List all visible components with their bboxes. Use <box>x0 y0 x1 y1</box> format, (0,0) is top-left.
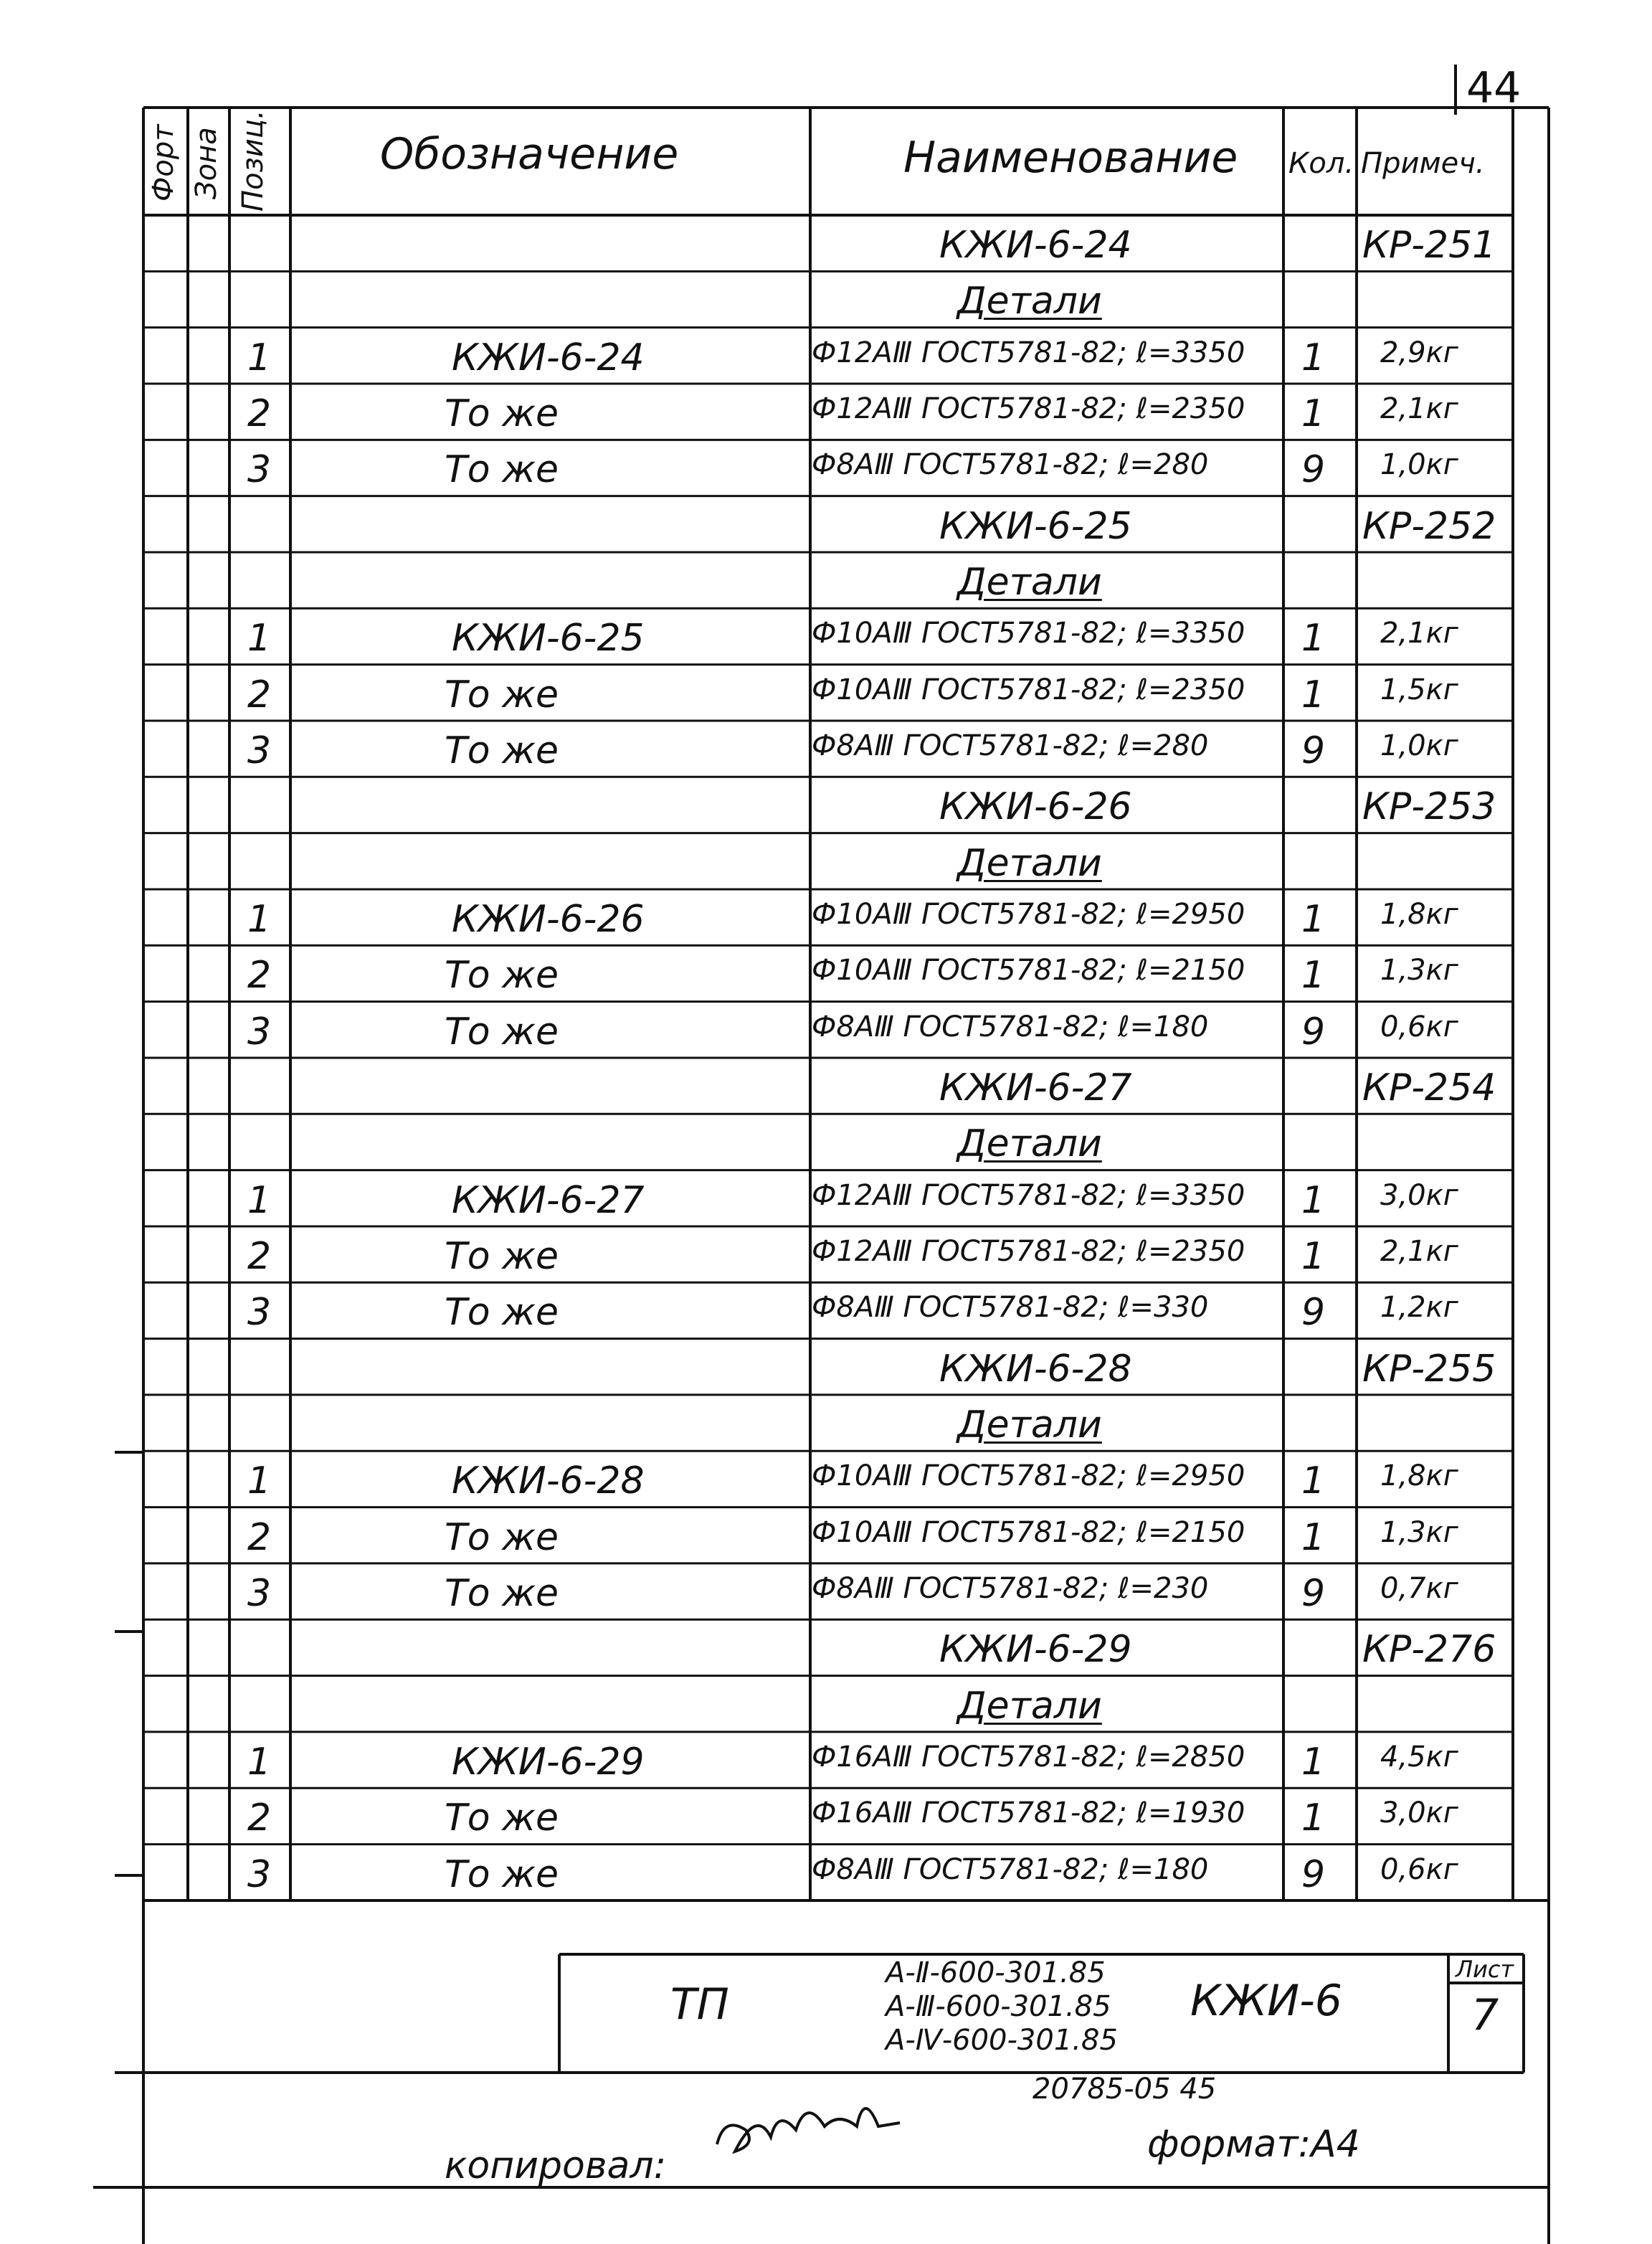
section-title: КЖИ-6-24 <box>939 224 1132 267</box>
row-qty: 1 <box>1301 1796 1326 1840</box>
row-name: Ф10АⅢ ГОСТ5781-82; ℓ=2950 <box>812 1459 1245 1493</box>
row-qty: 1 <box>1301 617 1326 661</box>
header-qty: Кол. <box>1288 147 1354 180</box>
row-name: Ф10АⅢ ГОСТ5781-82; ℓ=2150 <box>812 1515 1245 1549</box>
row-name: Ф12АⅢ ГОСТ5781-82; ℓ=3350 <box>812 1178 1245 1212</box>
row-qty: 1 <box>1301 336 1326 379</box>
row-designation: То же <box>445 729 559 772</box>
section-subtitle: Детали <box>957 280 1102 323</box>
row-name: Ф10АⅢ ГОСТ5781-82; ℓ=2950 <box>812 897 1245 931</box>
row-name: Ф8АⅢ ГОСТ5781-82; ℓ=280 <box>812 448 1209 482</box>
row-position: 1 <box>247 1459 272 1503</box>
row-note-drawing: КР-254 <box>1362 1066 1496 1109</box>
row-note-mass: 2,1кг <box>1380 617 1458 650</box>
row-note-mass: 1,3кг <box>1380 954 1458 988</box>
row-position: 2 <box>247 1234 272 1278</box>
row-position: 3 <box>247 1291 272 1335</box>
row-position: 3 <box>247 1571 272 1615</box>
section-subtitle: Детали <box>957 1122 1102 1166</box>
section-title: КЖИ-6-29 <box>939 1628 1132 1672</box>
section-subtitle: Детали <box>957 841 1102 885</box>
header-designation: Обозначение <box>380 129 679 179</box>
row-qty: 9 <box>1301 1010 1326 1054</box>
row-name: Ф8АⅢ ГОСТ5781-82; ℓ=230 <box>812 1571 1209 1605</box>
row-position: 1 <box>247 336 272 379</box>
sheet-number: 44 <box>1466 63 1522 113</box>
row-position: 1 <box>247 617 272 661</box>
signature-mark <box>717 2108 900 2151</box>
row-note-mass: 0,7кг <box>1380 1571 1458 1605</box>
row-name: Ф10АⅢ ГОСТ5781-82; ℓ=3350 <box>812 617 1245 650</box>
row-name: Ф8АⅢ ГОСТ5781-82; ℓ=280 <box>812 729 1209 762</box>
row-note-mass: 1,0кг <box>1380 729 1458 762</box>
row-designation: То же <box>445 1571 559 1615</box>
row-qty: 1 <box>1301 1515 1326 1559</box>
row-position: 2 <box>247 392 272 435</box>
row-note-drawing: КР-255 <box>1362 1347 1496 1391</box>
row-position: 2 <box>247 954 272 998</box>
row-name: Ф16АⅢ ГОСТ5781-82; ℓ=2850 <box>812 1740 1245 1774</box>
title-doc: КЖИ-6 <box>1190 1976 1342 2026</box>
row-note-mass: 1,0кг <box>1380 448 1458 482</box>
row-designation: То же <box>445 954 559 998</box>
row-note-drawing: КР-251 <box>1362 224 1496 267</box>
row-qty: 1 <box>1301 1740 1326 1784</box>
row-designation: То же <box>445 1010 559 1054</box>
row-note-mass: 3,0кг <box>1380 1796 1458 1830</box>
row-designation: То же <box>445 1852 559 1896</box>
row-qty: 1 <box>1301 673 1326 716</box>
section-title: КЖИ-6-27 <box>939 1066 1132 1109</box>
format-label: формат:А4 <box>1147 2123 1360 2166</box>
row-name: Ф10АⅢ ГОСТ5781-82; ℓ=2350 <box>812 673 1245 706</box>
row-position: 3 <box>247 448 272 492</box>
row-name: Ф16АⅢ ГОСТ5781-82; ℓ=1930 <box>812 1796 1245 1830</box>
header-position: Позиц. <box>237 110 270 212</box>
row-qty: 1 <box>1301 954 1326 998</box>
row-note-mass: 2,1кг <box>1380 392 1458 425</box>
row-qty: 1 <box>1301 1459 1326 1503</box>
row-qty: 1 <box>1301 897 1326 941</box>
row-position: 2 <box>247 1515 272 1559</box>
section-subtitle: Детали <box>957 1684 1102 1728</box>
row-name: Ф12АⅢ ГОСТ5781-82; ℓ=3350 <box>812 336 1245 369</box>
row-position: 1 <box>247 897 272 941</box>
row-qty: 9 <box>1301 1571 1326 1615</box>
row-note-mass: 1,2кг <box>1380 1291 1458 1325</box>
row-position: 3 <box>247 1852 272 1896</box>
row-designation: То же <box>445 392 559 435</box>
row-qty: 9 <box>1301 1852 1326 1896</box>
row-designation: КЖИ-6-24 <box>452 336 645 379</box>
copied-by-label: копировал: <box>445 2144 667 2187</box>
row-name: Ф8АⅢ ГОСТ5781-82; ℓ=180 <box>812 1010 1209 1043</box>
row-name: Ф8АⅢ ГОСТ5781-82; ℓ=180 <box>812 1852 1209 1886</box>
row-qty: 9 <box>1301 448 1326 492</box>
row-note-mass: 3,0кг <box>1380 1178 1458 1212</box>
row-designation: КЖИ-6-26 <box>452 897 645 941</box>
row-note-mass: 2,1кг <box>1380 1234 1458 1268</box>
row-designation: То же <box>445 673 559 716</box>
section-title: КЖИ-6-25 <box>939 504 1132 548</box>
row-note-mass: 1,8кг <box>1380 897 1458 931</box>
row-designation: То же <box>445 1515 559 1559</box>
header-format: Форт <box>147 124 180 202</box>
row-qty: 9 <box>1301 1291 1326 1335</box>
row-note-mass: 2,9кг <box>1380 336 1458 369</box>
title-code-1: А-Ⅱ-600-301.85 <box>886 1956 1106 1989</box>
row-note-drawing: КР-252 <box>1362 504 1496 548</box>
row-position: 1 <box>247 1740 272 1784</box>
title-sheet-label: Лист <box>1456 1956 1514 1983</box>
row-note-mass: 0,6кг <box>1380 1010 1458 1043</box>
title-code-3: А-Ⅳ-600-301.85 <box>886 2024 1118 2057</box>
row-name: Ф8АⅢ ГОСТ5781-82; ℓ=330 <box>812 1291 1209 1325</box>
inventory-number: 20785-05 45 <box>1032 2073 1217 2106</box>
row-designation: То же <box>445 448 559 492</box>
row-note-mass: 4,5кг <box>1380 1740 1458 1774</box>
row-qty: 1 <box>1301 392 1326 435</box>
section-subtitle: Детали <box>957 1403 1102 1447</box>
row-designation: То же <box>445 1234 559 1278</box>
row-qty: 1 <box>1301 1178 1326 1222</box>
row-position: 2 <box>247 673 272 716</box>
row-qty: 1 <box>1301 1234 1326 1278</box>
section-title: КЖИ-6-28 <box>939 1347 1132 1391</box>
row-designation: КЖИ-6-28 <box>452 1459 645 1503</box>
row-designation: То же <box>445 1291 559 1335</box>
row-note-mass: 1,5кг <box>1380 673 1458 706</box>
row-position: 3 <box>247 1010 272 1054</box>
row-note-drawing: КР-253 <box>1362 785 1496 829</box>
title-sheet-value: 7 <box>1471 1990 1499 2040</box>
title-code-2: А-Ⅲ-600-301.85 <box>886 1990 1111 2023</box>
row-designation: То же <box>445 1796 559 1840</box>
row-name: Ф12АⅢ ГОСТ5781-82; ℓ=2350 <box>812 392 1245 425</box>
row-note-mass: 1,8кг <box>1380 1459 1458 1493</box>
row-position: 2 <box>247 1796 272 1840</box>
title-tp: ТП <box>670 1979 729 2030</box>
row-note-mass: 0,6кг <box>1380 1852 1458 1886</box>
section-title: КЖИ-6-26 <box>939 785 1132 829</box>
row-note-mass: 1,3кг <box>1380 1515 1458 1549</box>
row-note-drawing: КР-276 <box>1362 1628 1496 1672</box>
row-qty: 9 <box>1301 729 1326 772</box>
header-note: Примеч. <box>1361 147 1485 180</box>
row-designation: КЖИ-6-29 <box>452 1740 645 1784</box>
row-designation: КЖИ-6-25 <box>452 617 645 661</box>
section-subtitle: Детали <box>957 560 1102 604</box>
header-name: Наименование <box>903 133 1238 183</box>
row-designation: КЖИ-6-27 <box>452 1178 645 1222</box>
row-name: Ф10АⅢ ГОСТ5781-82; ℓ=2150 <box>812 954 1245 988</box>
row-position: 1 <box>247 1178 272 1222</box>
row-name: Ф12АⅢ ГОСТ5781-82; ℓ=2350 <box>812 1234 1245 1268</box>
row-position: 3 <box>247 729 272 772</box>
header-zone: Зона <box>190 127 223 199</box>
